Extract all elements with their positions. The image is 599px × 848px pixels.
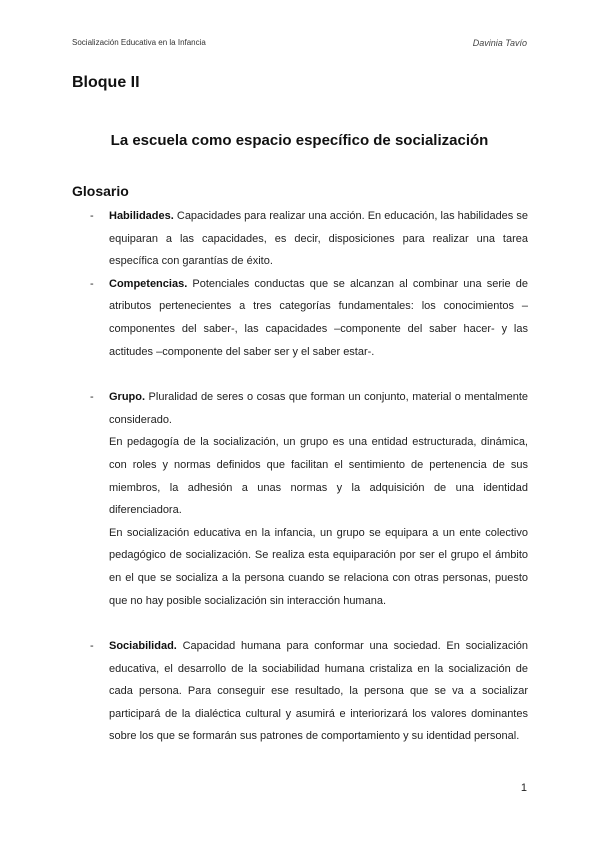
entry-term: Habilidades.: [109, 210, 174, 222]
header-course-title: Socialización Educativa en la Infancia: [72, 38, 206, 47]
entry-definition: [109, 386, 528, 431]
entry-text: Capacidades para realizar una acción. En educación, las habilidades se equiparan a las capacidades, es decir, disposiciones para realizar una tarea específica con garantías de éxito.: [109, 210, 528, 268]
entry-text: Capacidad humana para conformar una sociedad. En socialización educativa, el desarrollo de la sociabilidad humana cristaliza en la socialización de cada persona. Para conseguir ese resultado, la persona que se va a socializar participará de la dialéctica cultural y asumirá e interiorizará los valores dominantes sobre los que se formarán sus patrones de comportamiento y su identidad personal.: [109, 640, 528, 743]
glossary-entry-competencias: [72, 273, 528, 363]
entry-definition: [109, 273, 528, 363]
bullet-marker: -: [90, 640, 94, 653]
entry-definition: [109, 205, 528, 273]
header-author: Davinia Tavío: [472, 38, 527, 48]
section-heading: Bloque II: [72, 74, 140, 91]
entry-term: Grupo.: [109, 391, 146, 404]
bullet-marker: -: [90, 391, 94, 404]
bullet-marker: -: [90, 277, 94, 290]
glossary-list: [72, 205, 528, 748]
entry-term: Competencias.: [109, 277, 188, 290]
entry-definition: [109, 635, 528, 748]
entry-paragraph: En socialización educativa en la infancia, un grupo se equipara a un ente colectivo pedagógico de socialización. Se realiza esta equiparación por ser el grupo el ámbito en el que se socializa a la persona cuando se relaciona con otras personas, puesto que no hay posible socialización sin interacción humana.: [109, 526, 528, 607]
glossary-entry-grupo: [72, 386, 528, 612]
page-number: 1: [520, 782, 527, 794]
page-header: [72, 38, 527, 52]
page-title: La escuela como espacio específico de socialización: [110, 132, 489, 149]
glossary-entry-habilidades: [72, 205, 528, 273]
glossary-heading: Glosario: [72, 183, 129, 199]
glossary-entry-sociabilidad: [72, 635, 528, 748]
entry-text: Potenciales conductas que se alcanzan al combinar una serie de atributos pertenecientes a tres categorías fundamentales: los conocimientos –componentes del saber-, las capacidades –componente del saber hacer- y las actitudes –componente del saber ser y el saber estar-.: [109, 277, 528, 358]
entry-paragraph: En pedagogía de la socialización, un grupo es una entidad estructurada, dinámica, con roles y normas definidos que facilitan el sentimiento de pertenencia de sus miembros, la adhesión a unas normas y la adquisición de una identidad diferenciadora.: [109, 436, 528, 517]
entry-term: Sociabilidad.: [109, 640, 177, 653]
entry-text: Pluralidad de seres o cosas que forman un conjunto, material o mentalmente considerado.: [109, 391, 528, 426]
bullet-marker: -: [90, 210, 94, 222]
